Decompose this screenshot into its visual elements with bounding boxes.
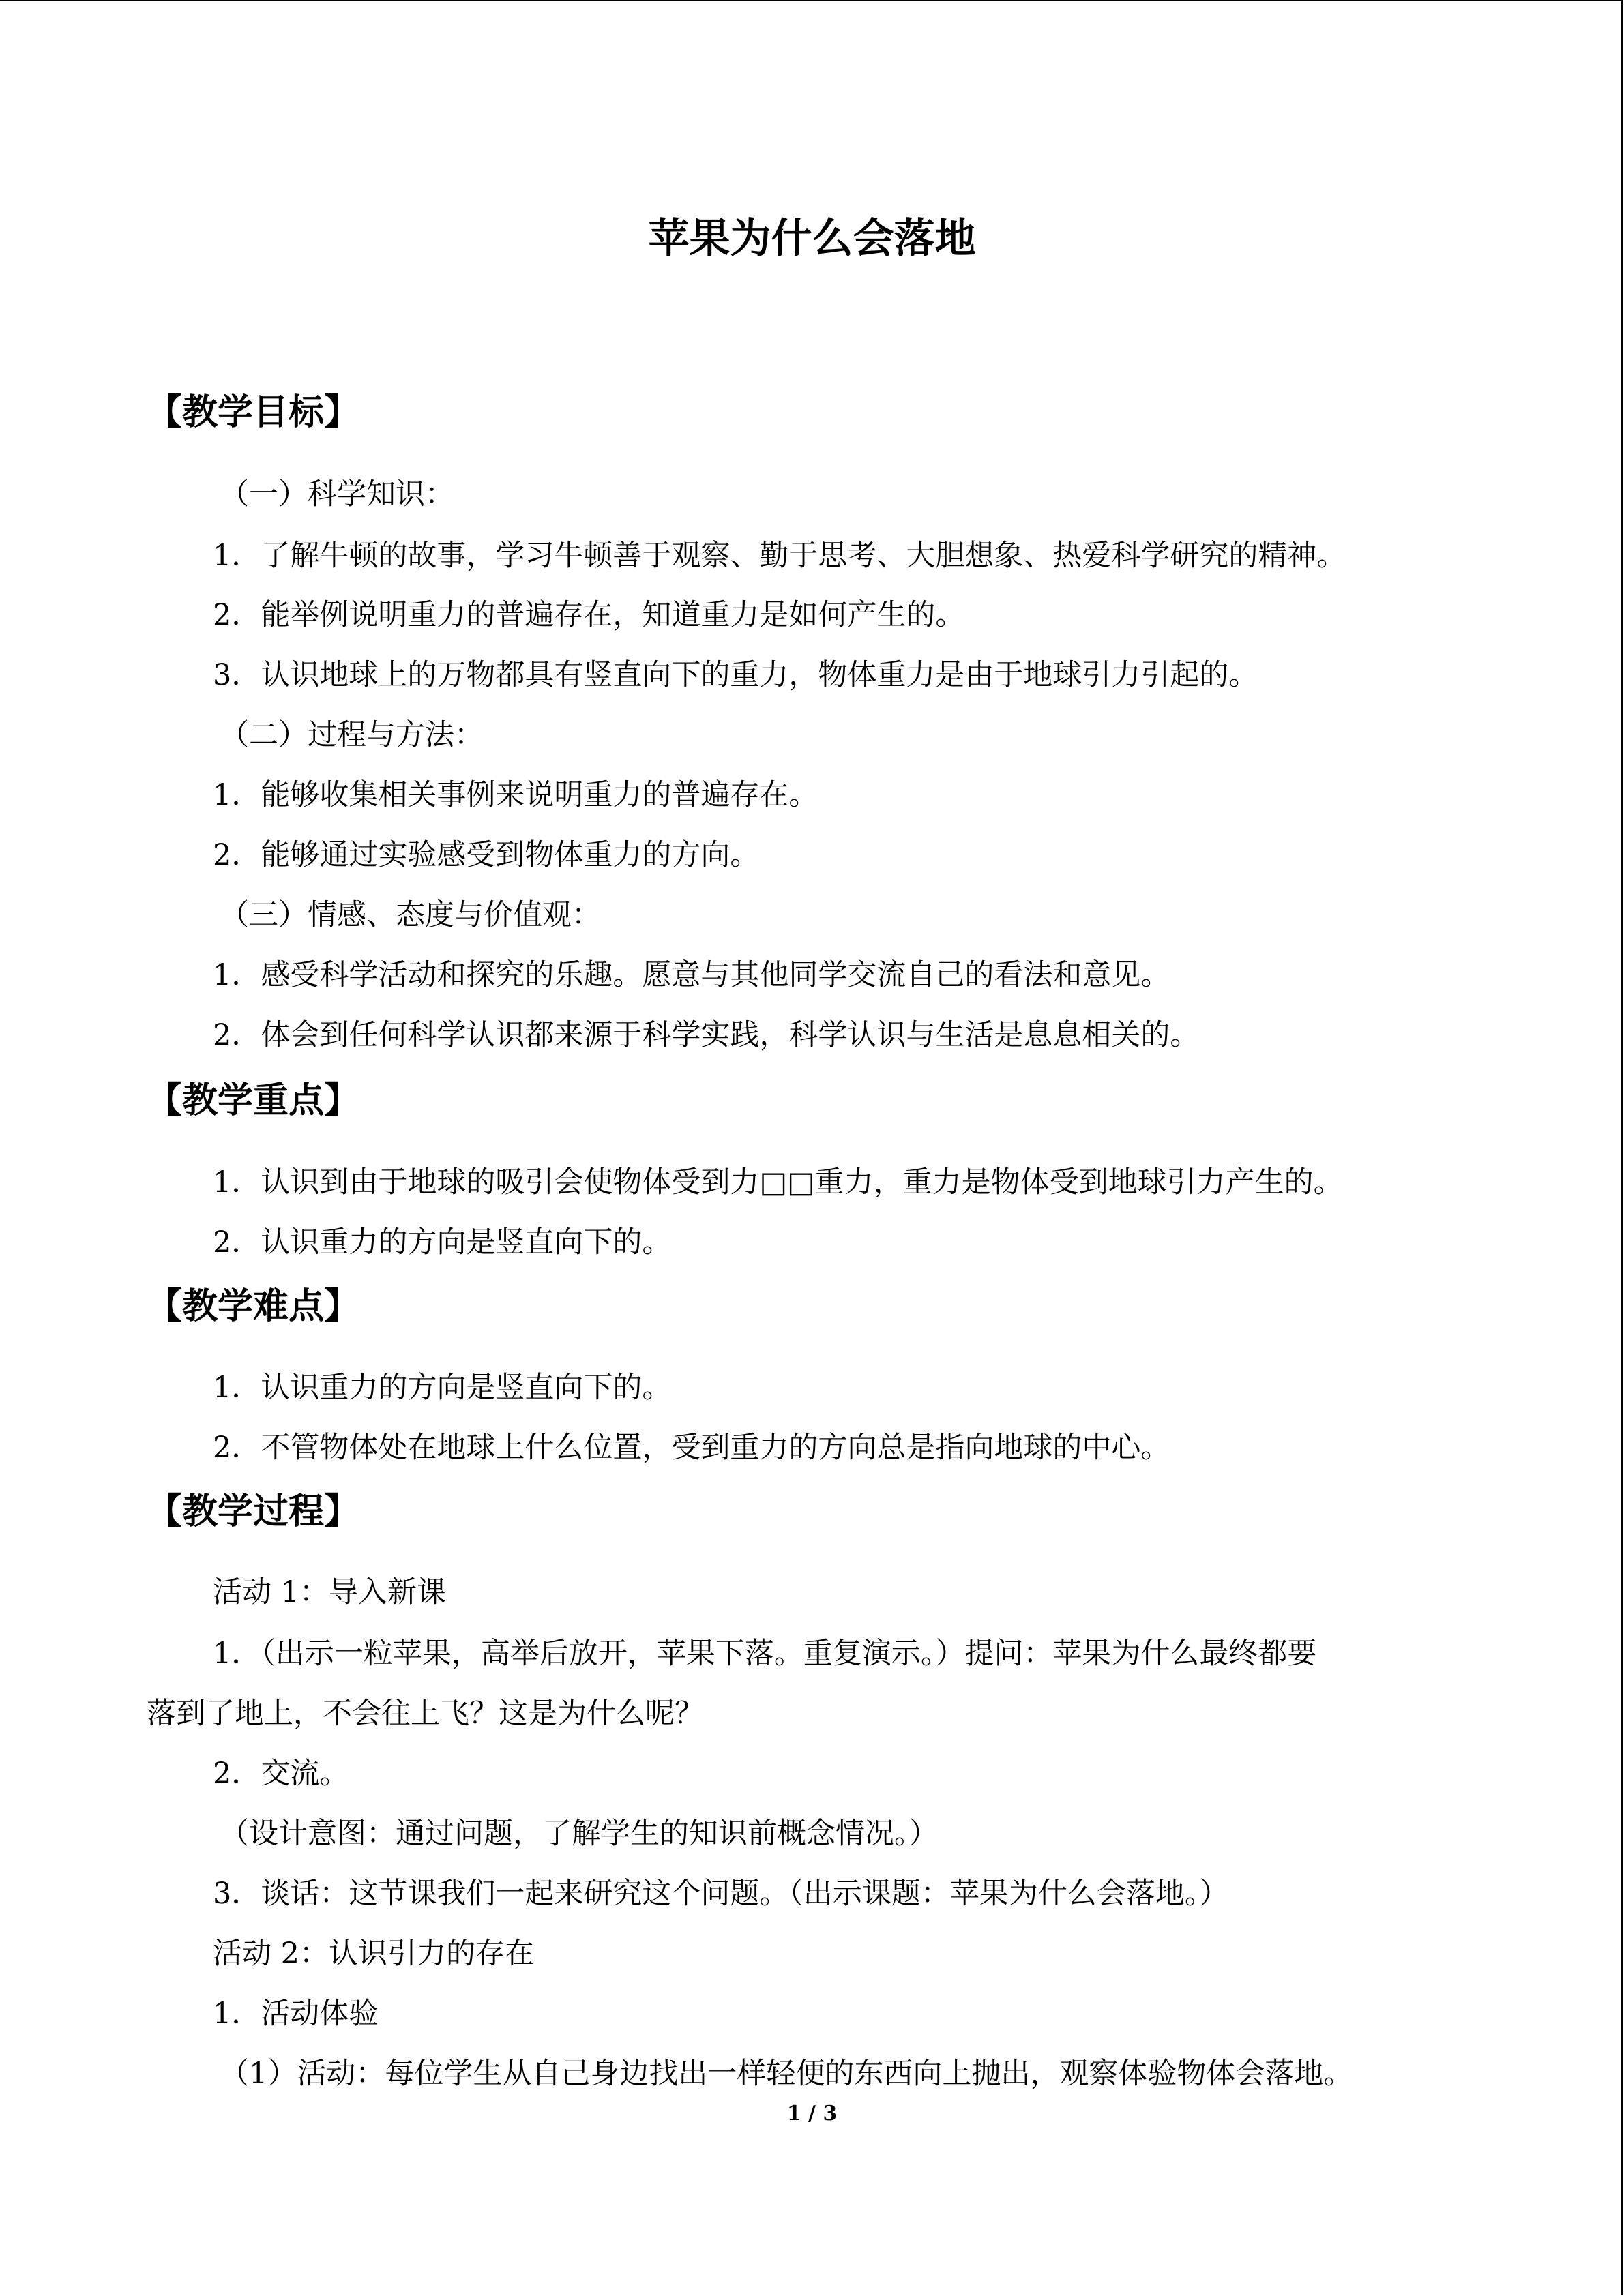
subsection-label-knowledge: （一）科学知识： (220, 477, 454, 511)
list-item: 3．认识地球上的万物都具有竖直向下的重力，物体重力是由于地球引力引起的。 (213, 658, 1258, 692)
list-item: 1．感受科学活动和探究的乐趣。愿意与其他同学交流自己的看法和意见。 (213, 958, 1170, 992)
subsection-label-process: （二）过程与方法： (220, 718, 484, 752)
section-heading-difficulties: 【教学难点】 (147, 1286, 360, 1327)
list-item: 1．认识重力的方向是竖直向下的。 (213, 1371, 672, 1405)
list-item: 1．了解牛顿的故事，学习牛顿善于观察、勤于思考、大胆想象、热爱科学研究的精神。 (213, 539, 1346, 573)
section-heading-key-points: 【教学重点】 (147, 1080, 360, 1121)
list-item: 1．能够收集相关事例来说明重力的普遍存在。 (213, 778, 818, 812)
list-item: 2．能举例说明重力的普遍存在，知道重力是如何产生的。 (213, 598, 965, 632)
activity-label: 活动 1：导入新课 (213, 1575, 447, 1609)
document-title: 苹果为什么会落地 (648, 215, 976, 263)
list-item: 2．体会到任何科学认识都来源于科学实践，科学认识与生活是息息相关的。 (213, 1018, 1200, 1052)
list-item: 1．活动体验 (213, 1997, 379, 2031)
section-heading-process: 【教学过程】 (147, 1491, 360, 1532)
list-item: 3．谈话：这节课我们一起来研究这个问题。（出示课题：苹果为什么会落地。） (213, 1877, 1229, 1911)
list-item: 2．不管物体处在地球上什么位置，受到重力的方向总是指向地球的中心。 (213, 1431, 1170, 1465)
paragraph-line: 1．（出示一粒苹果，高举后放开，苹果下落。重复演示。）提问：苹果为什么最终都要 (213, 1637, 1317, 1671)
section-heading-goals: 【教学目标】 (147, 392, 360, 433)
subsection-label-emotion: （三）情感、态度与价值观： (220, 898, 601, 932)
design-intent-note: （设计意图：通过问题，了解学生的知识前概念情况。） (220, 1817, 939, 1851)
list-item: 1．认识到由于地球的吸引会使物体受到力□□重力，重力是物体受到地球引力产生的。 (213, 1165, 1343, 1199)
list-item: （1）活动：每位学生从自己身边找出一样轻便的东西向上抛出，观察体验物体会落地。 (220, 2057, 1353, 2091)
activity-label: 活动 2：认识引力的存在 (213, 1937, 535, 1971)
list-item: 2．交流。 (213, 1757, 349, 1791)
list-item: 2．认识重力的方向是竖直向下的。 (213, 1225, 672, 1259)
paragraph-line: 落到了地上，不会往上飞？这是为什么呢？ (147, 1697, 704, 1731)
list-item: 2．能够通过实验感受到物体重力的方向。 (213, 838, 760, 872)
page-number: 1 / 3 (786, 2102, 838, 2126)
